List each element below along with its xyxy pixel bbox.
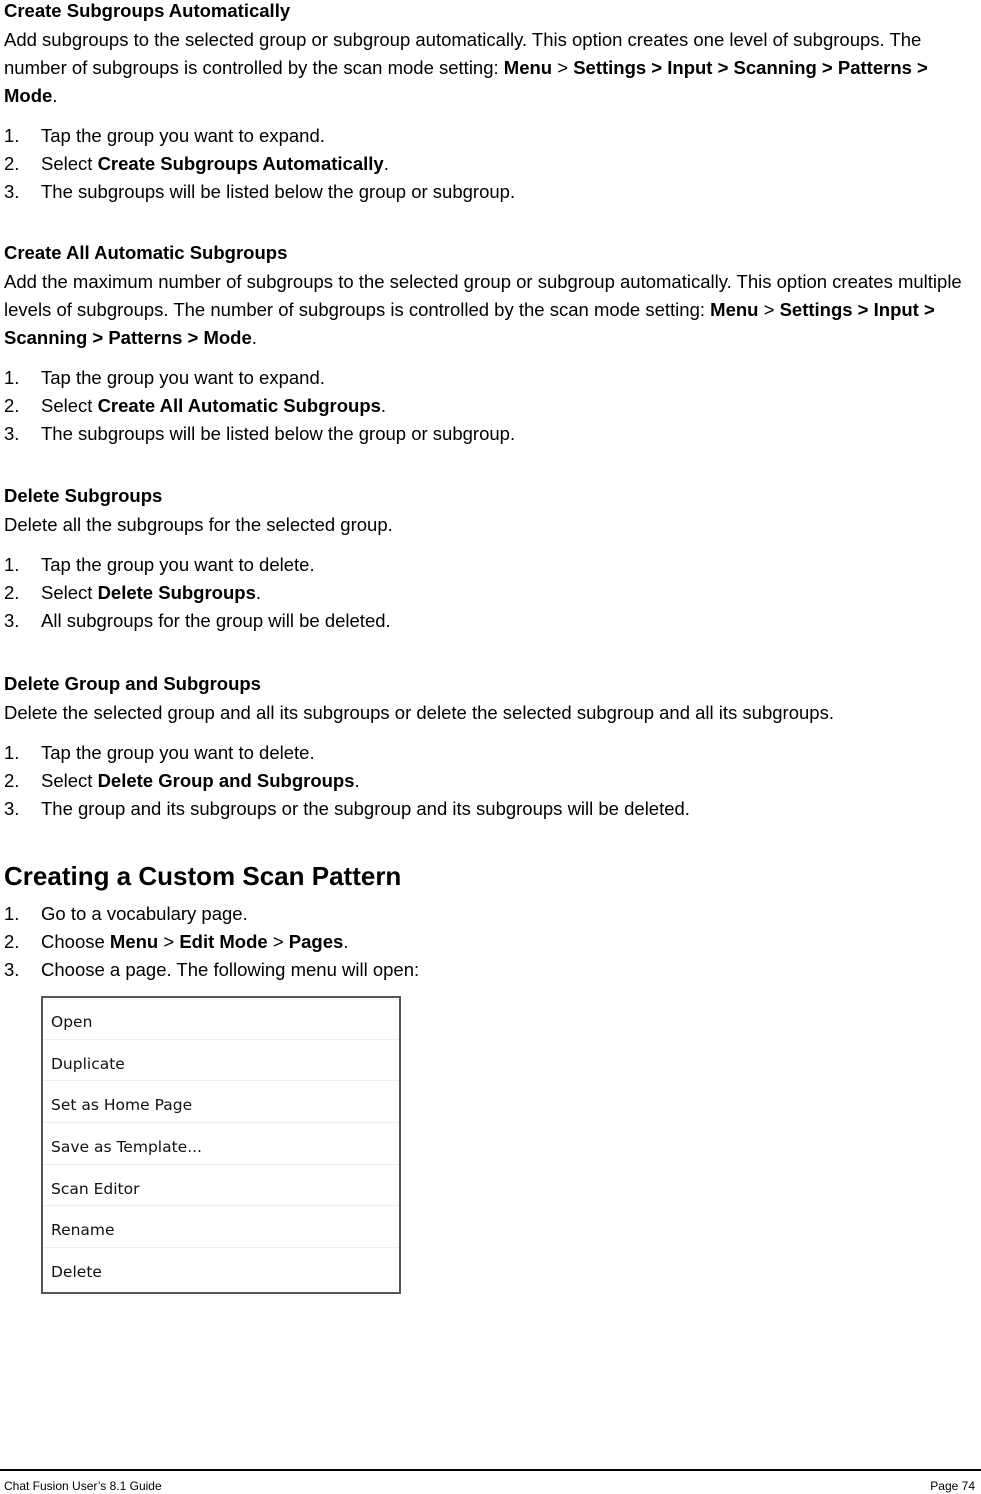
section-creating-custom-scan-pattern <box>4 860 969 984</box>
section-description: Add the maximum number of subgroups to the selected group or subgroup automatically. This option creates multiple levels of subgroups. The number of subgroups is controlled by the scan mode setting: Menu > Settings > Input > Scanning > Patterns > Mode. <box>4 271 962 348</box>
steps-list <box>4 122 969 206</box>
page-title: Creating a Custom Scan Pattern <box>4 861 402 891</box>
step-item: 1. Tap the group you want to expand. <box>4 367 325 388</box>
section-description: Delete the selected group and all its subgroups or delete the selected subgroup and all its subgroups. <box>4 702 834 723</box>
step-item: 3. Choose a page. The following menu will open: <box>4 959 420 980</box>
step-item: 1. Tap the group you want to delete. <box>4 742 315 763</box>
steps-list <box>4 900 969 984</box>
menu-item-open[interactable]: Open <box>43 998 399 1040</box>
section-create-subgroups-automatically <box>4 0 969 206</box>
step-item: 3. The subgroups will be listed below the group or subgroup. <box>4 181 516 202</box>
section-heading: Create All Automatic Subgroups <box>4 242 288 263</box>
section-create-all-automatic-subgroups <box>4 242 969 448</box>
menu-item-scan-editor[interactable]: Scan Editor <box>43 1165 399 1207</box>
section-delete-group-and-subgroups <box>4 673 969 823</box>
step-item: 2. Select Create All Automatic Subgroups. <box>4 395 387 416</box>
steps-list <box>4 739 969 823</box>
step-item: 2. Choose Menu > Edit Mode > Pages. <box>4 931 349 952</box>
footer-guide-title: Chat Fusion User’s 8.1 Guide <box>4 1479 162 1493</box>
menu-item-save-as-template[interactable]: Save as Template... <box>43 1123 399 1165</box>
menu-item-delete[interactable]: Delete <box>51 1263 102 1282</box>
step-item: 2. Select Delete Group and Subgroups. <box>4 770 360 791</box>
step-item: 1. Go to a vocabulary page. <box>4 903 248 924</box>
menu-item-rename[interactable]: Rename <box>43 1206 399 1248</box>
footer-divider <box>0 1469 981 1471</box>
menu-item-set-as-home-page[interactable]: Set as Home Page <box>43 1081 399 1123</box>
section-heading: Delete Group and Subgroups <box>4 673 261 694</box>
section-delete-subgroups <box>4 485 969 635</box>
section-description: Add subgroups to the selected group or subgroup automatically. This option creates one level of subgroups. The number of subgroups is controlled by the scan mode setting: Menu > Settings > Input > Scanning > Patterns > Mode. <box>4 29 928 106</box>
step-item: 3. The group and its subgroups or the subgroup and its subgroups will be deleted. <box>4 798 690 819</box>
section-heading: Delete Subgroups <box>4 485 163 506</box>
page-options-menu <box>41 996 401 1294</box>
step-item: 3. The subgroups will be listed below the group or subgroup. <box>4 423 516 444</box>
section-description: Delete all the subgroups for the selected group. <box>4 514 393 535</box>
step-item: 1. Tap the group you want to expand. <box>4 125 325 146</box>
step-item: 2. Select Delete Subgroups. <box>4 582 262 603</box>
step-item: 3. All subgroups for the group will be deleted. <box>4 610 391 631</box>
footer-page-number: Page 74 <box>930 1479 975 1493</box>
step-item: 2. Select Create Subgroups Automatically. <box>4 153 389 174</box>
section-heading: Create Subgroups Automatically <box>4 0 291 21</box>
steps-list <box>4 364 969 448</box>
step-item: 1. Tap the group you want to delete. <box>4 554 315 575</box>
menu-item-duplicate[interactable]: Duplicate <box>43 1040 399 1082</box>
steps-list <box>4 551 969 635</box>
